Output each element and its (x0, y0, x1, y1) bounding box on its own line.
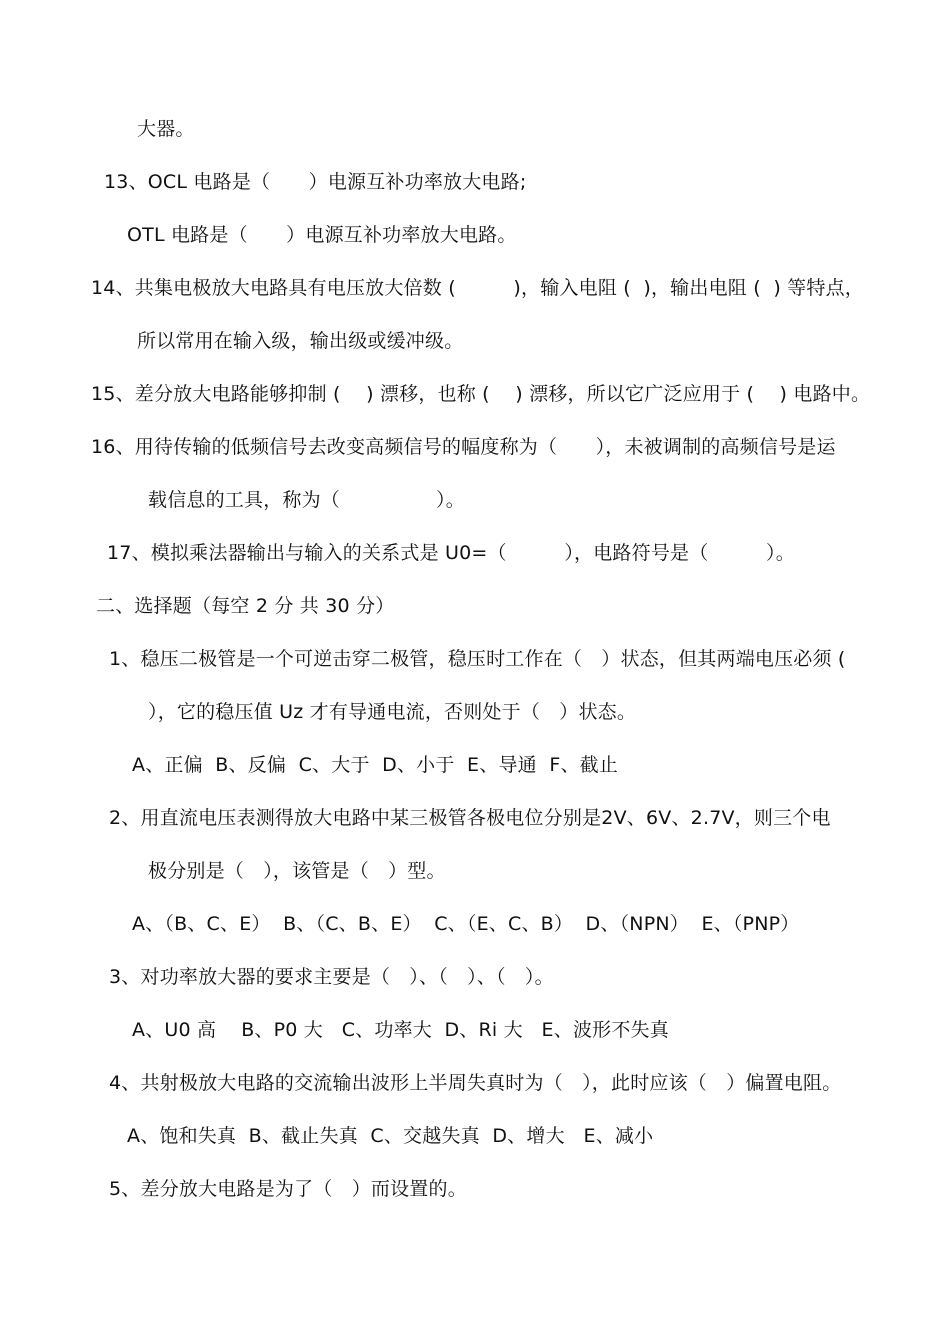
choice-options-1: A、正偏 B、反偏 C、大于 D、小于 E、导通 F、截止 (132, 754, 619, 776)
question-16-continued: 载信息的工具，称为（ ）。 (148, 489, 465, 511)
question-14-continued: 所以常用在输入级，输出级或缓冲级。 (137, 330, 464, 352)
choice-question-2-continued: 极分别是（ ），该管是（ ）型。 (148, 860, 446, 882)
question-17: 17、模拟乘法器输出与输入的关系式是 U0=（ ），电路符号是（ ）。 (107, 542, 795, 564)
choice-options-3: A、U0 高 B、P0 大 C、功率大 D、Ri 大 E、波形不失真 (132, 1019, 669, 1041)
choice-options-4: A、饱和失真 B、截止失真 C、交越失真 D、增大 E、减小 (127, 1125, 654, 1147)
choice-options-2: A、（B、C、E） B、（C、B、E） C、（E、C、B） D、（NPN） E、（PNP） (132, 913, 800, 935)
question-14: 14、共集电极放大电路具有电压放大倍数 ( )，输入电阻 ( )，输出电阻 ( ) 等特点， (91, 277, 864, 299)
question-15: 15、差分放大电路能够抑制 ( ) 漂移，也称 ( ) 漂移，所以它广泛应用于 ( ) 电路中。 (91, 383, 871, 405)
choice-question-4: 4、共射极放大电路的交流输出波形上半周失真时为（ ），此时应该（ ）偏置电阻。 (109, 1072, 842, 1094)
choice-question-1-continued: ），它的稳压值 Uz 才有导通电流，否则处于（ ）状态。 (148, 701, 637, 723)
choice-question-5: 5、差分放大电路是为了（ ）而设置的。 (109, 1178, 467, 1200)
question-16: 16、用待传输的低频信号去改变高频信号的幅度称为（ ），未被调制的高频信号是运 (91, 436, 836, 458)
choice-question-3: 3、对功率放大器的要求主要是（ ）、（ ）、（ ）。 (109, 966, 554, 988)
question-13-ocl: 13、OCL 电路是（ ）电源互补功率放大电路; (104, 171, 527, 193)
choice-question-1: 1、稳压二极管是一个可逆击穿二极管，稳压时工作在（ ）状态，但其两端电压必须 ( (109, 648, 846, 670)
question-13-otl: OTL 电路是（ ）电源互补功率放大电路。 (127, 224, 517, 246)
text-line: 大器。 (137, 118, 195, 140)
choice-question-2: 2、用直流电压表测得放大电路中某三极管各极电位分别是2V、6V、2.7V，则三个电 (109, 807, 831, 829)
section-heading: 二、选择题（每空 2 分 共 30 分） (96, 595, 395, 617)
